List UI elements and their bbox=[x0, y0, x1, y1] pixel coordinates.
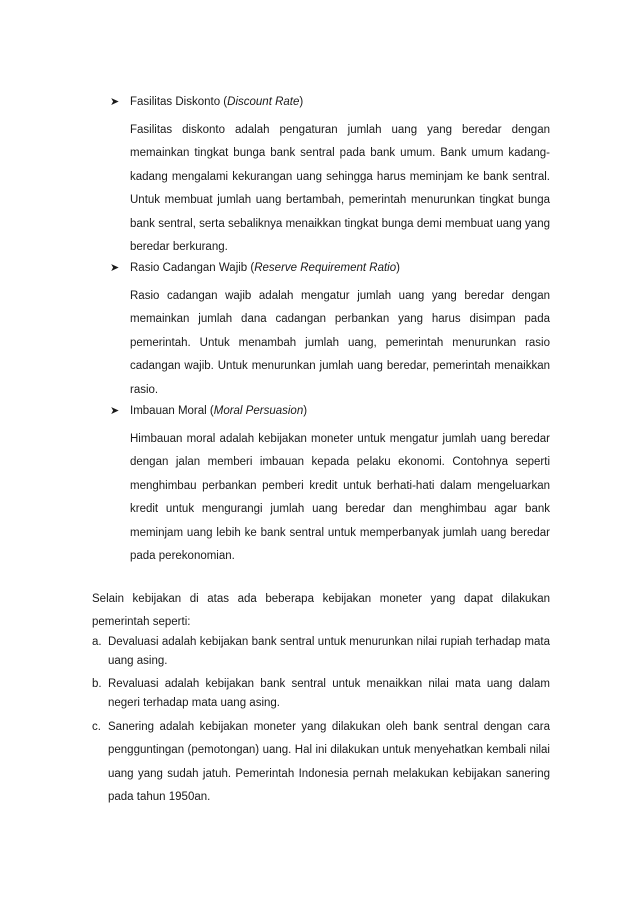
bullet-body: Rasio cadangan wajib adalah mengatur jumlah uang yang beredar dengan memainkan jumlah dana cadangan perbankan yang harus disimpan pada pemerintah. Untuk menambah jumlah uang, pemerintah menurunkan rasio cadangan wajib. Untuk menurunkan jumlah uang beredar, pemerintah menaikkan rasio. bbox=[130, 290, 550, 396]
list-marker: a. bbox=[92, 636, 102, 648]
intro-paragraph: Selain kebijakan di atas ada beberapa kebijakan moneter yang dapat dilakukan pemerintah seperti: bbox=[92, 593, 550, 629]
bullet-title: Rasio Cadangan Wajib (Reserve Requirement Ratio) bbox=[130, 262, 400, 274]
bullet-discount-rate bbox=[110, 93, 550, 259]
bullet-heading bbox=[110, 259, 550, 277]
bullet-title: Fasilitas Diskonto (Discount Rate) bbox=[130, 96, 304, 108]
lettered-list bbox=[92, 633, 550, 810]
list-item-text: Devaluasi adalah kebijakan bank sentral untuk menurunkan nilai rupiah terhadap mata uang asing. bbox=[108, 636, 550, 667]
bullet-body: Fasilitas diskonto adalah pengaturan jumlah uang yang beredar dengan memainkan tingkat bunga bank sentral pada bank umum. Bank umum kadang-kadang mengalami kekurangan uang sehingga harus meminjam ke bank sentral. Untuk membuat jumlah uang bertambah, pemerintah menurunkan tingkat bunga bank sentral, serta sebaliknya menaikkan tingkat bunga demi membuat uang yang beredar berkurang. bbox=[130, 124, 550, 254]
arrow-bullet-icon: ➤ bbox=[110, 405, 120, 417]
list-item bbox=[92, 633, 550, 671]
bullet-moral-persuasion bbox=[110, 402, 550, 568]
arrow-bullet-icon: ➤ bbox=[110, 262, 120, 274]
list-item-text: Revaluasi adalah kebijakan bank sentral untuk menaikkan nilai mata uang dalam negeri terhadap mata uang asing. bbox=[108, 678, 550, 709]
bullet-title: Imbauan Moral (Moral Persuasion) bbox=[130, 405, 308, 417]
arrow-bullet-icon: ➤ bbox=[110, 96, 120, 108]
bullet-heading bbox=[110, 93, 550, 111]
list-marker: c. bbox=[92, 721, 101, 733]
bullet-heading bbox=[110, 402, 550, 420]
bullet-body: Himbauan moral adalah kebijakan moneter untuk mengatur jumlah uang beredar dengan jalan memberi imbauan kepada pelaku ekonomi. Contohnya seperti menghimbau perbankan pemberi kredit untuk berhati-hati dalam mengeluarkan kredit untuk mengurangi jumlah uang beredar dan menghimbau agar bank meminjam uang lebih ke bank sentral untuk memperbanyak jumlah uang beredar pada perekonomian. bbox=[130, 433, 550, 563]
list-item-text: Sanering adalah kebijakan moneter yang dilakukan oleh bank sentral dengan cara pengguntingan (pemotongan) uang. Hal ini dilakukan untuk menyehatkan kembali nilai uang yang sudah jatuh. Pemerintah Indonesia pernah melakukan kebijakan sanering pada tahun 1950an. bbox=[108, 721, 550, 804]
bullet-reserve-requirement bbox=[110, 259, 550, 402]
list-marker: b. bbox=[92, 678, 102, 690]
list-item bbox=[92, 716, 550, 810]
list-item bbox=[92, 675, 550, 713]
